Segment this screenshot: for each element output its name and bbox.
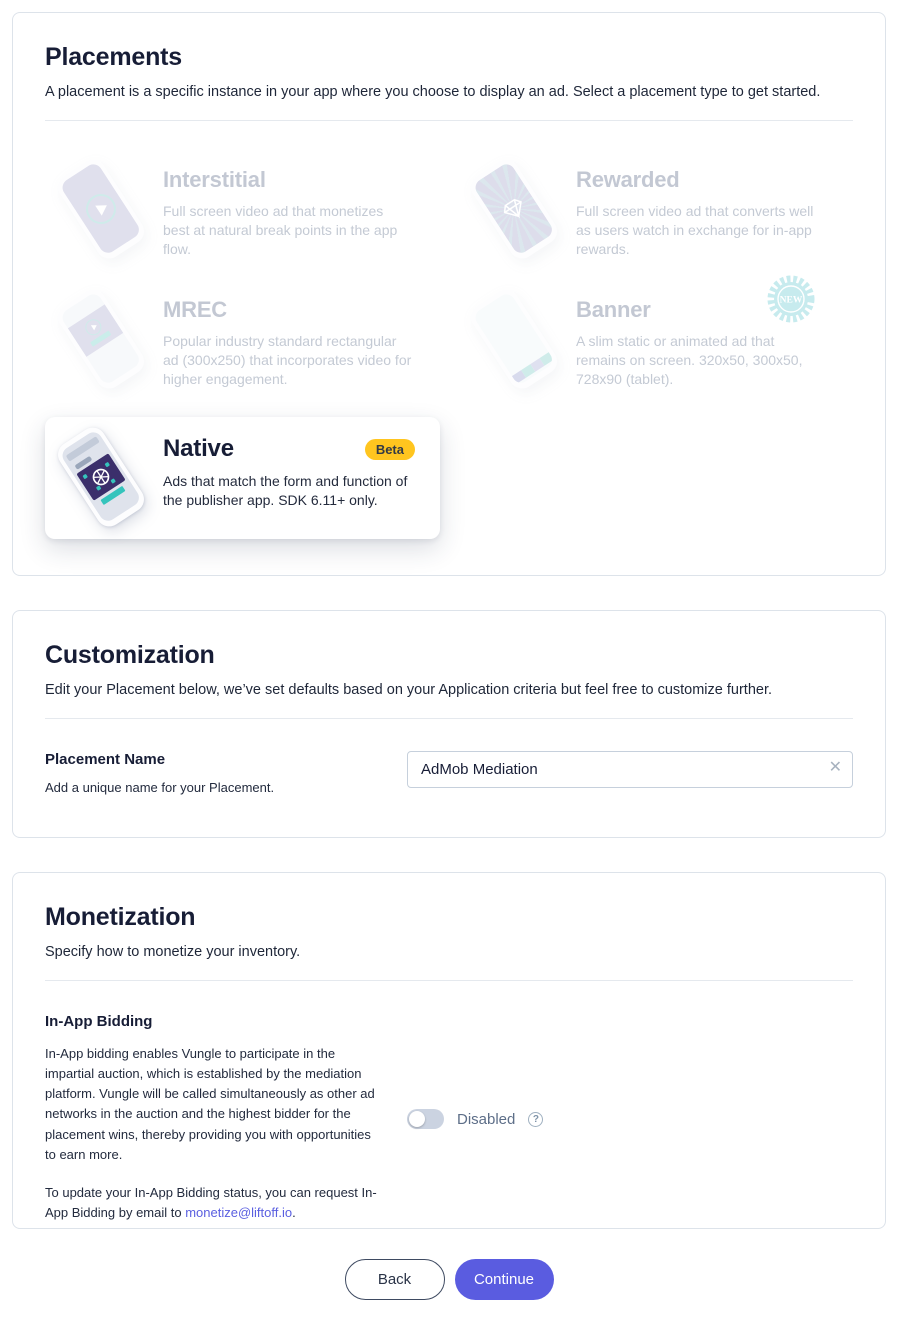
placements-card [12, 12, 886, 576]
note-text: To update your In-App Bidding status, you can request In-App Bidding by email to [45, 1184, 377, 1220]
placement-option-description: Full screen video ad that converts well as users watch in exchange for in-app rewards. [576, 203, 814, 257]
divider [45, 718, 853, 719]
svg-text:NEW: NEW [779, 295, 803, 306]
monetization-title: Monetization [45, 903, 196, 931]
beta-badge: Beta [365, 439, 415, 460]
placement-option-description: Full screen video ad that monetizes best at natural break points in the app flow. [163, 203, 398, 257]
new-badge [767, 275, 815, 323]
native-phone-illustration [45, 425, 163, 529]
divider [45, 980, 853, 981]
help-icon[interactable]: ? [528, 1112, 543, 1127]
in-app-bidding-description: In-App bidding enables Vungle to participate in the impartial auction, which is established by the mediation platform. Vungle will be called simultaneously as other ad networks in the auction and the highest bidder for the placement wins, thereby providing you with opportunities to earn more. [45, 1046, 375, 1162]
placement-option-title: Native [163, 435, 234, 462]
placements-subtitle: A placement is a specific instance in your app where you choose to display an ad. Select a placement type to get started. [45, 84, 821, 100]
placement-option-title: Interstitial [163, 167, 266, 192]
in-app-bidding-note [45, 1183, 381, 1223]
interstitial-phone-illustration [45, 157, 163, 261]
placement-name-label: Placement Name [45, 751, 166, 768]
footer-actions [12, 1259, 886, 1300]
customization-card [12, 610, 886, 838]
note-period: . [292, 1204, 296, 1220]
monetization-subtitle: Specify how to monetize your inventory. [45, 944, 301, 960]
back-button[interactable]: Back [345, 1259, 445, 1300]
placement-name-row [45, 751, 853, 795]
banner-phone-illustration [458, 287, 576, 391]
clear-icon[interactable]: ✕ [828, 759, 842, 776]
customization-subtitle: Edit your Placement below, we’ve set defaults based on your Application criteria but feel free to customize further. [45, 682, 773, 698]
placement-option-description: A slim static or animated ad that remains on screen. 320x50, 300x50, 728x90 (tablet). [576, 333, 803, 387]
placement-option-description: Ads that match the form and function of the publisher app. SDK 6.11+ only. [163, 473, 408, 508]
diamond-icon [496, 191, 532, 227]
placement-option-description: Popular industry standard rectangular ad (300x250) that incorporates video for higher engagement. [163, 333, 412, 387]
placement-name-help: Add a unique name for your Placement. [45, 780, 275, 795]
placement-option-title: MREC [163, 297, 227, 322]
monetization-card [12, 872, 886, 1229]
in-app-bidding-state: Disabled [457, 1110, 516, 1128]
customization-title: Customization [45, 641, 215, 669]
in-app-bidding-row [45, 1013, 853, 1223]
placement-option-native[interactable] [45, 417, 440, 539]
play-icon [80, 188, 121, 229]
placement-option-title: Rewarded [576, 167, 680, 192]
placement-name-input[interactable] [407, 751, 853, 788]
placement-type-grid [45, 157, 853, 539]
placement-option-banner[interactable] [458, 287, 853, 391]
placement-option-title: Banner [576, 297, 651, 322]
monetize-email-link[interactable]: monetize@liftoff.io [185, 1204, 293, 1220]
in-app-bidding-label: In-App Bidding [45, 1013, 153, 1030]
mrec-phone-illustration [45, 287, 163, 391]
placement-option-rewarded[interactable] [458, 157, 853, 261]
placement-option-mrec[interactable] [45, 287, 440, 391]
divider [45, 120, 853, 121]
rewarded-phone-illustration [458, 157, 576, 261]
continue-button[interactable]: Continue [455, 1259, 554, 1300]
placements-title: Placements [45, 43, 182, 71]
in-app-bidding-toggle[interactable] [407, 1109, 444, 1129]
placement-option-interstitial[interactable] [45, 157, 440, 261]
